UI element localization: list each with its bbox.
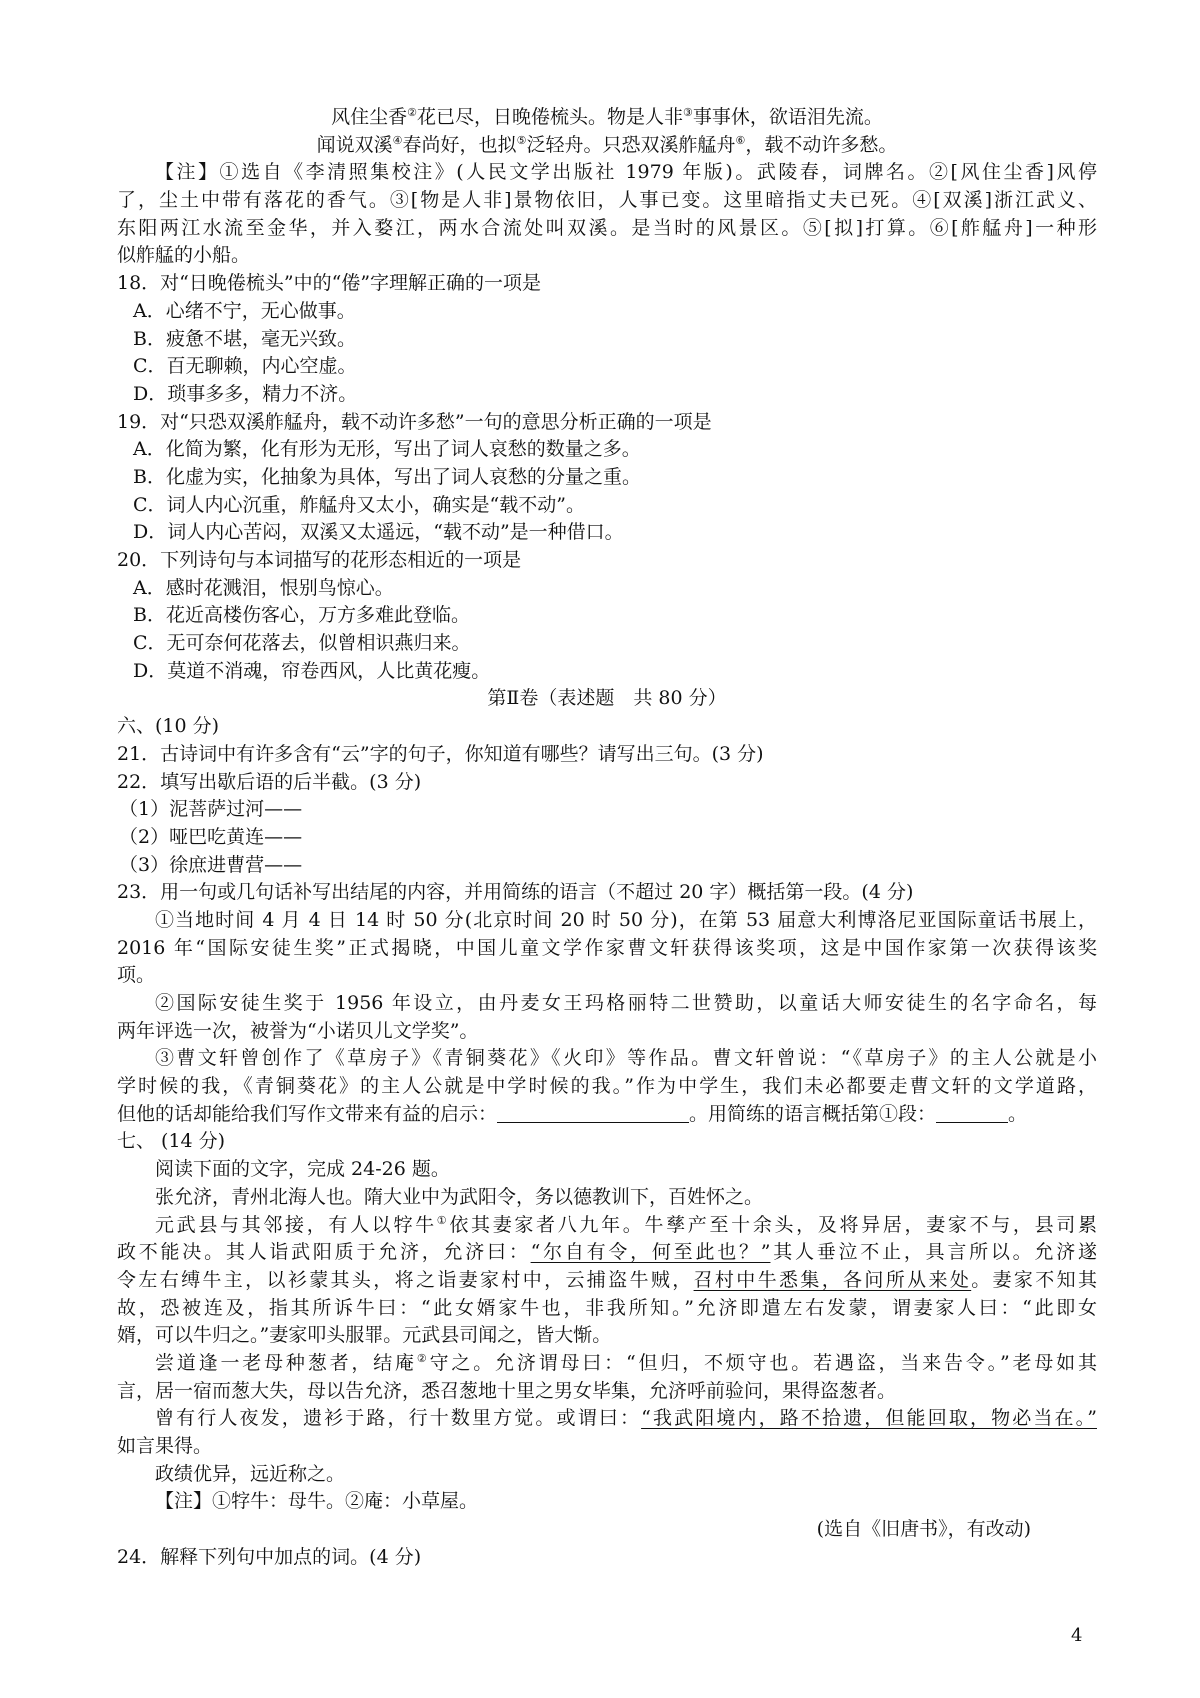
question-19-option: C．词人内心沉重，舴艋舟又太小，确实是“载不动”。 — [133, 493, 585, 516]
poem-note: 了，尘土中带有落花的香气。③[物是人非]景物依旧，人事已变。这里暗指丈夫已死。④[双溪]浙江武义、 — [117, 189, 1097, 212]
reading-paragraph-line: 元武县与其邻接，有人以牸牛①依其妻家者八九年。牛孳产至十余头，及将异居，妻家不与，县司累 — [155, 1213, 1097, 1236]
question-22-item: （2）哑巴吃黄连—— — [119, 825, 303, 848]
q23-paragraph-line: 两年评选一次，被誉为“小诺贝儿文学奖”。 — [117, 1019, 479, 1042]
poem-line: 闻说双溪④春尚好，也拟⑤泛轻舟。只恐双溪舴艋舟⑥，载不动许多愁。 — [316, 133, 898, 156]
reading-paragraph-line: 言，居一宿而葱大失，母以告允济，悉召葱地十里之男女毕集，允济呼前验问，果得盗葱者。 — [117, 1379, 897, 1402]
question-20-option: B．花近高楼伤客心，万方多难此登临。 — [133, 604, 470, 627]
answer-blank-2[interactable] — [936, 1102, 1008, 1123]
reading-paragraph-line: 婿，可以牛归之。”妻家叩头服罪。元武县司闻之，皆大惭。 — [117, 1324, 612, 1347]
section-7-heading: 七、 (14 分) — [117, 1130, 226, 1153]
question-18-option: D．琐事多多，精力不济。 — [133, 382, 358, 405]
q23-paragraph-line: ①当地时间 4 月 4 日 14 时 50 分(北京时间 20 时 50 分)，在第 53 届意大利博洛尼亚国际童话书展上， — [155, 908, 1097, 931]
question-18-option: C．百无聊赖，内心空虚。 — [133, 355, 357, 378]
reading-intro: 阅读下面的文字，完成 24-26 题。 — [155, 1158, 450, 1181]
reading-note: 【注】①牸牛：母牛。②庵：小草屋。 — [155, 1490, 479, 1513]
section-6-heading: 六、(10 分) — [117, 715, 220, 738]
reading-paragraph-line: 令左右缚牛主，以衫蒙其头，将之诣妻家村中，云捕盗牛贼，召村中牛悉集，各问所从来处。妻家不知其 — [117, 1268, 1097, 1291]
q23-paragraph-line: 学时候的我，《青铜葵花》的主人公就是中学时候的我。”作为中学生，我们未必都要走曹文轩的文学道路， — [117, 1075, 1097, 1098]
reading-paragraph-line: 尝道逢一老母种葱者，结庵②守之。允济谓母曰：“但归，不烦守也。若遇盗，当来告令。”老母如其 — [155, 1351, 1097, 1374]
note-marker: ④ — [392, 133, 403, 147]
answer-blank-1[interactable] — [497, 1102, 689, 1123]
underlined-sentence: “我武阳境内，路不拾遗，但能回取，物必当在。” — [641, 1407, 1097, 1430]
q23-answer-line: 但他的话却能给我们写作文带来有益的启示： 。用简练的语言概括第①段： 。 — [117, 1102, 1028, 1125]
question-22-stem: 22．填写出歇后语的后半截。(3 分) — [117, 770, 422, 793]
part-2-title: 第Ⅱ卷（表述题 共 80 分） — [487, 687, 727, 710]
question-20-option: A．感时花溅泪，恨别鸟惊心。 — [133, 576, 394, 599]
q23-paragraph-line: ②国际安徒生奖于 1956 年设立，由丹麦女王玛格丽特二世赞助，以童话大师安徒生的名字命名，每 — [155, 992, 1097, 1014]
question-18-option: A．心绪不宁，无心做事。 — [133, 299, 356, 322]
question-21: 21．古诗词中有许多含有“云”字的句子，你知道有哪些？请写出三句。(3 分) — [117, 742, 764, 765]
question-22-item: （1）泥菩萨过河—— — [119, 798, 303, 821]
poem-note: 【注】①选自《李清照集校注》(人民文学出版社 1979 年版)。武陵春，词牌名。②[风住尘香]风停 — [155, 161, 1097, 184]
note-marker: ⑥ — [735, 133, 746, 147]
note-marker: ⑤ — [516, 133, 527, 147]
reading-paragraph-line: 故，恐被连及，指其所诉牛曰：“此女婿家牛也，非我所知。”允济即遣左右发蒙，谓妻家人曰：“此即女 — [117, 1296, 1097, 1319]
question-19-option: B．化虚为实，化抽象为具体，写出了词人哀愁的分量之重。 — [133, 465, 641, 488]
reading-paragraph-line: 如言果得。 — [117, 1435, 213, 1457]
poem-note: 东阳两江水流至金华，并入婺江，两水合流处叫双溪。是当时的风景区。⑤[拟]打算。⑥[舴艋舟]一种形 — [117, 216, 1097, 239]
note-marker: ③ — [683, 106, 693, 119]
underlined-sentence: “尔自有令，何至此也？” — [530, 1241, 771, 1264]
page-content — [117, 104, 1097, 1571]
poem-note: 似舴艋的小船。 — [117, 244, 251, 267]
question-24: 24．解释下列句中加点的词。(4 分) — [117, 1545, 422, 1568]
note-marker: ② — [407, 106, 417, 119]
reading-paragraph-line: 张允济，青州北海人也。隋大业中为武阳令，务以德教训下，百姓怀之。 — [155, 1185, 764, 1208]
note-marker: ② — [416, 1351, 430, 1365]
underlined-sentence: 召村中牛悉集，各问所从来处 — [693, 1268, 972, 1291]
q23-paragraph-line: 2016 年“国际安徒生奖”正式揭晓，中国儿童文学作家曹文轩获得该奖项，这是中国作家第一次获得该奖 — [117, 936, 1097, 959]
question-20-option: D．莫道不消魂，帘卷西风，人比黄花瘦。 — [133, 659, 491, 682]
reading-paragraph-line: 曾有行人夜发，遗衫于路，行十数里方觉。或谓曰：“我武阳境内，路不拾遗，但能回取，物必当在。” — [155, 1407, 1097, 1430]
question-23-stem: 23．用一句或几句话补写出结尾的内容，并用简练的语言（不超过 20 字）概括第一段。(4 分) — [117, 881, 914, 904]
question-20-stem: 20．下列诗句与本词描写的花形态相近的一项是 — [117, 549, 522, 571]
q23-paragraph-line: 项。 — [117, 964, 156, 987]
reading-paragraph-line: 政不能决。其人诣武阳质于允济，允济曰：“尔自有令，何至此也？”其人垂泣不止，具言所以。允济遂 — [117, 1241, 1097, 1264]
question-19-option: D．词人内心苦闷，双溪又太遥远，“载不动”是一种借口。 — [133, 521, 624, 544]
question-20-option: C．无可奈何花落去，似曾相识燕归来。 — [133, 632, 471, 655]
page-number: 4 — [1071, 1625, 1083, 1646]
q23-paragraph-line: ③曹文轩曾创作了《草房子》《青铜葵花》《火印》等作品。曹文轩曾说：“《草房子》的主人公就是小 — [155, 1047, 1097, 1070]
question-18-stem: 18．对“日晚倦梳头”中的“倦”字理解正确的一项是 — [117, 272, 542, 295]
question-18-option: B．疲惫不堪，毫无兴致。 — [133, 327, 356, 350]
question-22-item: （3）徐庶进曹营—— — [119, 853, 303, 876]
reading-paragraph-line: 政绩优异，远近称之。 — [155, 1462, 346, 1485]
question-19-stem: 19．对“只恐双溪舴艋舟，载不动许多愁”一句的意思分析正确的一项是 — [117, 410, 712, 433]
reading-source: (选自《旧唐书》，有改动) — [816, 1518, 1031, 1541]
question-19-option: A．化简为繁，化有形为无形，写出了词人哀愁的数量之多。 — [133, 438, 641, 461]
note-marker: ① — [436, 1213, 450, 1227]
poem-line: 风住尘香②花已尽，日晚倦梳头。物是人非③事事休，欲语泪先流。 — [331, 106, 883, 128]
